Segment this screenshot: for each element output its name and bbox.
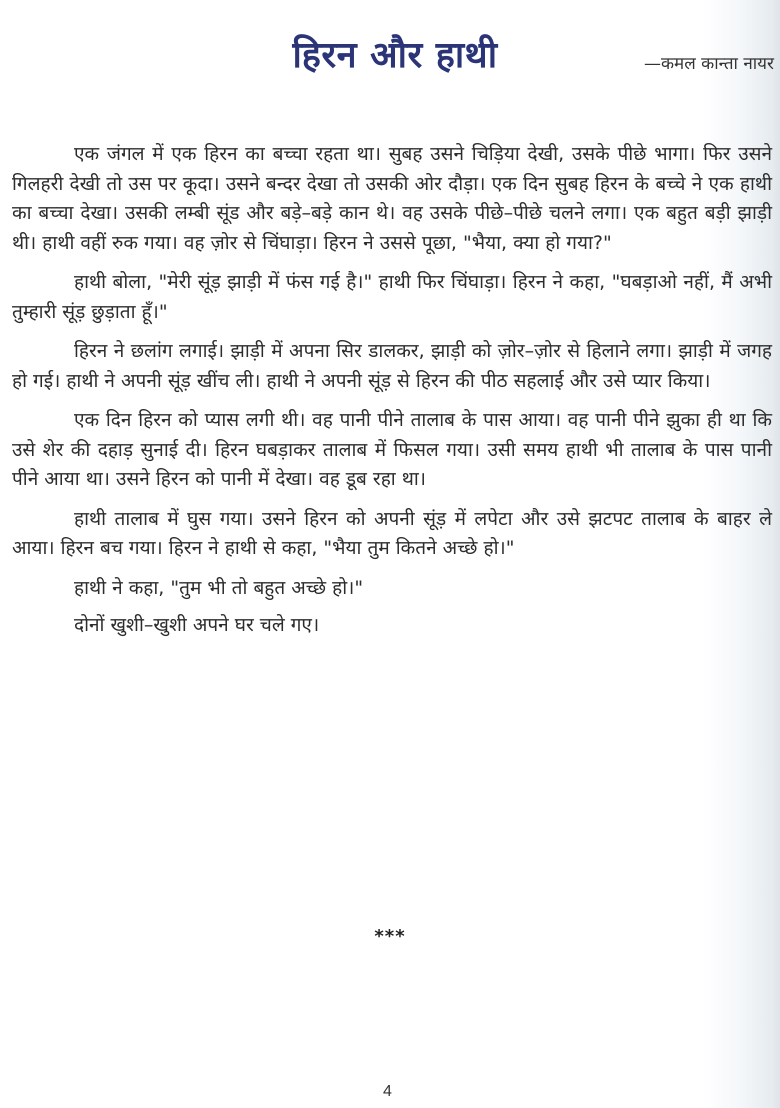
story-paragraph: हिरन ने छलांग लगाई। झाड़ी में अपना सिर डालकर, झाड़ी को ज़ोर–ज़ोर से हिलाने लगा। झाड़ी में जगह हो गई। हाथी ने अपनी सूंड़ खींच ली। हाथी ने अपनी सूंड़ से हिरन की पीठ सहलाई और उसे प्यार किया।	[12, 340, 772, 392]
story-paragraph: हाथी तालाब में घुस गया। उसने हिरन को अपनी सूंड़ में लपेटा और उसे झटपट तालाब के बाहर ले आया। हिरन बच गया। हिरन ने हाथी से कहा, "भैया तुम कितने अच्छे हो।"	[12, 507, 772, 559]
story-paragraph: हाथी बोला, "मेरी सूंड़ झाड़ी में फंस गई है।" हाथी फिर चिंघाड़ा। हिरन ने कहा, "घबड़ाओ नहीं, मैं अभी तुम्हारी सूंड़ छुड़ाता हूँ।"	[12, 271, 772, 323]
story-paragraph: हाथी ने कहा, "तुम भी तो बहुत अच्छे हो।"	[74, 576, 364, 599]
story-title: हिरन और हाथी	[292, 35, 498, 77]
author-credit: —कमल कान्ता नायर	[644, 54, 774, 74]
story-paragraph: एक दिन हिरन को प्यास लगी थी। वह पानी पीने तालाब के पास आया। वह पानी पीने झुका ही था कि उसे शेर की दहाड़ सुनाई दी। हिरन घबड़ाकर तालाब में फिसल गया। उसी समय हाथी भी तालाब के पास पानी पीने आया था। उसने हिरन को पानी में देखा। वह डूब रहा था।	[12, 409, 772, 490]
section-separator: ***	[374, 926, 406, 947]
story-paragraph: एक जंगल में एक हिरन का बच्चा रहता था। सुबह उसने चिड़िया देखी, उसके पीछे भागा। फिर उसने गिलहरी देखी तो उस पर कूदा। उसने बन्दर देखा तो उसकी ओर दौड़ा। एक दिन सुबह हिरन के बच्चे ने एक हाथी का बच्चा देखा। उसकी लम्बी सूंड और बड़े–बड़े कान थे। वह उसके पीछे–पीछे चलने लगा। एक बहुत बड़ी झाड़ी थी। हाथी वहीं रुक गया। वह ज़ोर से चिंघाड़ा। हिरन ने उससे पूछा, "भैया, क्या हो गया?"	[12, 143, 772, 254]
story-body	[12, 140, 772, 649]
page-number: 4	[383, 1083, 392, 1100]
story-paragraph: दोनों खुशी–खुशी अपने घर चले गए।	[74, 614, 320, 636]
